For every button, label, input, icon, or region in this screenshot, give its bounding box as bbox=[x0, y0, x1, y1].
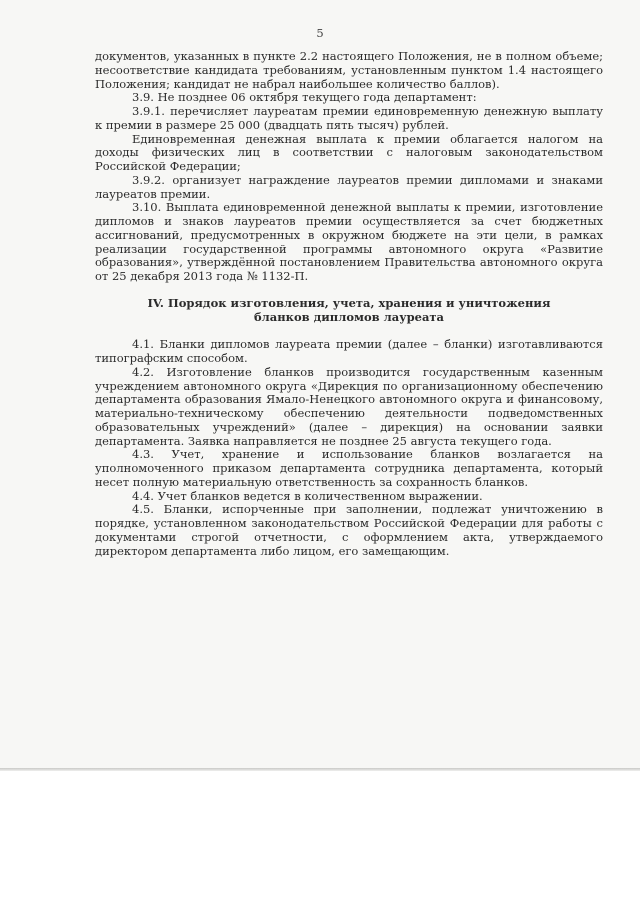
paragraph-tax-note: Единовременная денежная выплата к премии облагается налогом на доходы физических лиц в соответствии с налоговым законодательством Российской Федерации; bbox=[95, 131, 603, 173]
paragraph-3-9: 3.9. Не позднее 06 октября текущего года департамент: bbox=[132, 90, 477, 105]
section-heading-line-1: IV. Порядок изготовления, учета, хранения и уничтожения bbox=[147, 295, 551, 310]
paragraph-continuation: документов, указанных в пункте 2.2 настоящего Положения, не в полном объеме; несоответствие кандидата требованиям, установленным пунктом 1.4 настоящего Положения; кандидат не набрал наибольшее количество баллов). bbox=[95, 49, 603, 91]
paragraph-4-2: 4.2. Изготовление бланков производится государственным казенным учреждением автономного округа «Дирекция по организационному обеспечению департамента образования Ямало-Ненецкого автономного округа и финансовому, материально-техническому обеспечению деятельности подведомственных образовательных учреждений» (далее – дирекция) на основании заявки департамента. Заявка направляется не позднее 25 августа текущего года. bbox=[95, 364, 603, 448]
document-body bbox=[95, 50, 603, 558]
paragraph-3-10: 3.10. Выплата единовременной денежной выплаты к премии, изготовление дипломов и знаков лауреатов премии осуществляется за счет бюджетных ассигнований, предусмотренных в окружном бюджете на эти цели, в рамках реализации государственной программы автономного округа «Развитие образования», утверждённой постановлением Правительства автономного округа от 25 декабря 2013 года № 1132-П. bbox=[95, 200, 603, 283]
page-number: 5 bbox=[316, 26, 324, 40]
paragraph-4-5: 4.5. Бланки, испорченные при заполнении, подлежат уничтожению в порядке, установленном законодательством Российской Федерации для работы с документами строгой отчетности, с оформлением акта, утверждаемого директором департамента либо лицом, его замещающим. bbox=[95, 502, 603, 558]
paragraph-3-9-2: 3.9.2. организует награждение лауреатов премии дипломами и знаками лауреатов премии. bbox=[95, 172, 603, 201]
paragraph-3-9-1: 3.9.1. перечисляет лауреатам премии единовременную денежную выплату к премии в размере 25 000 (двадцать пять тысяч) рублей. bbox=[95, 104, 603, 132]
section-heading-line-2: бланков дипломов лауреата bbox=[254, 309, 444, 324]
paragraph-4-4: 4.4. Учет бланков ведется в количественном выражении. bbox=[132, 488, 483, 503]
paragraph-4-3: 4.3. Учет, хранение и использование бланков возлагается на уполномоченного приказом департамента сотрудника департамента, который несет полную материальную ответственность за сохранность бланков. bbox=[95, 447, 603, 489]
page-edge-divider bbox=[0, 768, 640, 771]
paragraph-4-1: 4.1. Бланки дипломов лауреата премии (далее – бланки) изготавливаются типографским способом. bbox=[95, 337, 603, 365]
section-heading bbox=[95, 297, 603, 325]
